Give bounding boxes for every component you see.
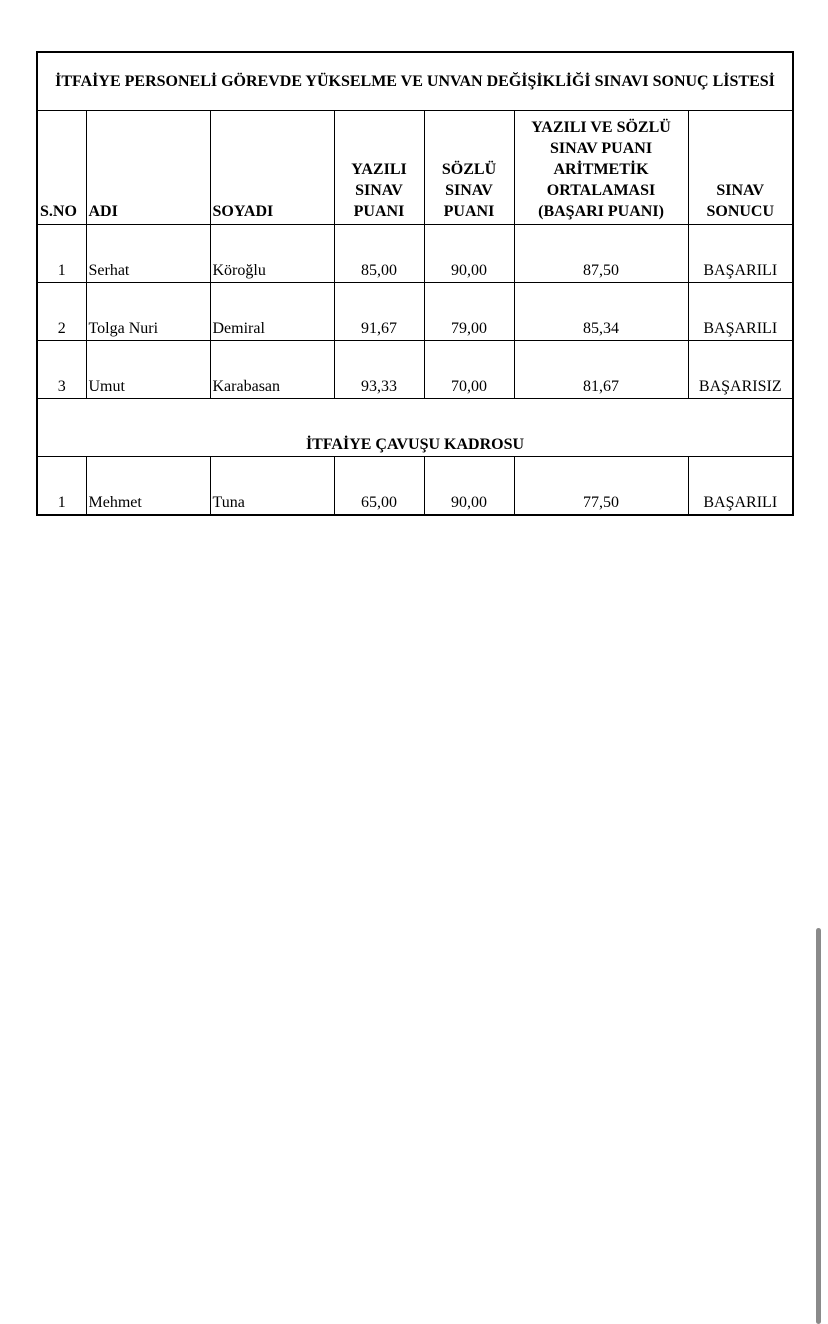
cell-sno: 1 xyxy=(37,457,86,516)
table-row xyxy=(37,341,793,399)
table-title: İTFAİYE PERSONELİ GÖREVDE YÜKSELME VE UNVAN DEĞİŞİKLİĞİ SINAVI SONUÇ LİSTESİ xyxy=(37,52,793,111)
cell-adi: Serhat xyxy=(86,225,210,283)
header-yazili-line: PUANI xyxy=(353,203,405,220)
section-title: İTFAİYE ÇAVUŞU KADROSU xyxy=(37,399,793,457)
header-ortalama-line: YAZILI VE SÖZLÜ xyxy=(531,119,671,136)
cell-soyadi: Demiral xyxy=(210,283,334,341)
vertical-scrollbar[interactable] xyxy=(816,928,821,1324)
cell-adi: Tolga Nuri xyxy=(86,283,210,341)
header-sozlu-line: PUANI xyxy=(443,203,495,220)
cell-ortalama: 85,34 xyxy=(514,283,688,341)
cell-yazili: 93,33 xyxy=(334,341,424,399)
header-sozlu xyxy=(424,111,514,225)
header-adi: ADI xyxy=(86,111,210,225)
cell-sno: 1 xyxy=(37,225,86,283)
header-ortalama xyxy=(514,111,688,225)
cell-soyadi: Karabasan xyxy=(210,341,334,399)
header-sonuc xyxy=(688,111,793,225)
cell-adi: Umut xyxy=(86,341,210,399)
cell-sozlu: 70,00 xyxy=(424,341,514,399)
header-row xyxy=(37,111,793,225)
cell-sonuc: BAŞARILI xyxy=(688,225,793,283)
header-sozlu-line: SÖZLÜ xyxy=(441,161,497,178)
cell-ortalama: 77,50 xyxy=(514,457,688,516)
header-ortalama-line: ORTALAMASI xyxy=(546,182,656,199)
table-row xyxy=(37,225,793,283)
cell-adi: Mehmet xyxy=(86,457,210,516)
header-ortalama-line: (BAŞARI PUANI) xyxy=(538,203,664,220)
cell-sonuc: BAŞARILI xyxy=(688,457,793,516)
header-yazili-line: YAZILI xyxy=(351,161,407,178)
cell-soyadi: Köroğlu xyxy=(210,225,334,283)
header-sonuc-line: SONUCU xyxy=(706,203,775,220)
header-ortalama-line: SINAV PUANI xyxy=(549,140,653,157)
header-soyadi: SOYADI xyxy=(210,111,334,225)
header-sozlu-line: SINAV xyxy=(445,182,493,199)
cell-sno: 3 xyxy=(37,341,86,399)
cell-yazili: 85,00 xyxy=(334,225,424,283)
cell-ortalama: 81,67 xyxy=(514,341,688,399)
header-yazili-line: SINAV xyxy=(355,182,403,199)
header-sno: S.NO xyxy=(37,111,86,225)
cell-sno: 2 xyxy=(37,283,86,341)
section-row xyxy=(37,399,793,457)
cell-ortalama: 87,50 xyxy=(514,225,688,283)
cell-sonuc: BAŞARILI xyxy=(688,283,793,341)
results-table xyxy=(36,51,794,516)
cell-sozlu: 79,00 xyxy=(424,283,514,341)
table-row xyxy=(37,283,793,341)
cell-yazili: 91,67 xyxy=(334,283,424,341)
cell-soyadi: Tuna xyxy=(210,457,334,516)
table-row xyxy=(37,457,793,516)
cell-sonuc: BAŞARISIZ xyxy=(688,341,793,399)
header-sonuc-line: SINAV xyxy=(716,182,765,199)
cell-yazili: 65,00 xyxy=(334,457,424,516)
header-ortalama-line: ARİTMETİK xyxy=(553,161,649,178)
cell-sozlu: 90,00 xyxy=(424,457,514,516)
cell-sozlu: 90,00 xyxy=(424,225,514,283)
results-document xyxy=(36,51,792,516)
header-yazili xyxy=(334,111,424,225)
